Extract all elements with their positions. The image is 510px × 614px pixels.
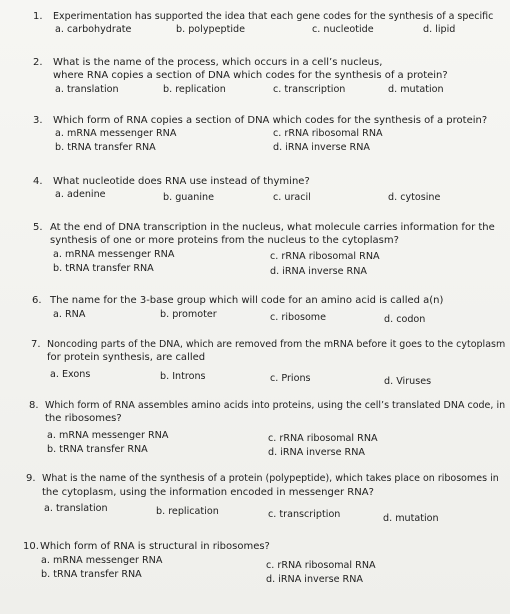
question-number: 4. xyxy=(33,176,43,187)
question-number: 8. xyxy=(29,400,39,411)
option-b[interactable]: b. guanine xyxy=(163,192,214,203)
option-d[interactable]: d. iRNA inverse RNA xyxy=(270,266,367,277)
question-number: 3. xyxy=(33,115,43,126)
option-a[interactable]: a. mRNA messenger RNA xyxy=(47,430,169,441)
option-d[interactable]: d. mutation xyxy=(383,513,439,524)
option-d[interactable]: d. codon xyxy=(384,314,426,325)
option-b[interactable]: b. tRNA transfer RNA xyxy=(41,569,142,580)
question-number: 7. xyxy=(31,339,41,350)
option-c[interactable]: c. rRNA ribosomal RNA xyxy=(270,251,380,262)
option-a[interactable]: a. adenine xyxy=(55,189,106,200)
question-number: 10. xyxy=(23,541,39,552)
question-number: 9. xyxy=(26,473,36,484)
question-text-line-2: synthesis of one or more proteins from the nucleus to the cytoplasm? xyxy=(50,235,399,246)
question-number: 2. xyxy=(33,57,43,68)
option-a[interactable]: a. mRNA messenger RNA xyxy=(55,128,177,139)
option-c[interactable]: c. transcription xyxy=(268,509,341,520)
question-text: What nucleotide does RNA use instead of thymine? xyxy=(53,176,310,187)
option-c[interactable]: c. rRNA ribosomal RNA xyxy=(273,128,383,139)
option-d[interactable]: d. mutation xyxy=(388,84,444,95)
question-text: Which form of RNA is structural in ribosomes? xyxy=(40,541,270,552)
option-a[interactable]: a. Exons xyxy=(50,369,91,380)
question-number: 5. xyxy=(33,222,43,233)
option-b[interactable]: b. replication xyxy=(163,84,226,95)
question-text-line-2: the ribosomes? xyxy=(45,413,122,424)
option-a[interactable]: a. mRNA messenger RNA xyxy=(53,249,175,260)
question-number: 6. xyxy=(32,295,42,306)
option-b[interactable]: b. tRNA transfer RNA xyxy=(53,263,154,274)
option-b[interactable]: b. tRNA transfer RNA xyxy=(47,444,148,455)
question-number: 1. xyxy=(33,11,43,22)
option-b[interactable]: b. Introns xyxy=(160,371,206,382)
option-c[interactable]: c. ribosome xyxy=(270,312,327,323)
option-c[interactable]: c. transcription xyxy=(273,84,346,95)
option-d[interactable]: d. iRNA inverse RNA xyxy=(268,447,365,458)
option-d[interactable]: d. iRNA inverse RNA xyxy=(266,574,363,585)
option-b[interactable]: b. tRNA transfer RNA xyxy=(55,142,156,153)
option-c[interactable]: c. rRNA ribosomal RNA xyxy=(268,433,378,444)
option-c[interactable]: c. nucleotide xyxy=(312,24,374,35)
option-d[interactable]: d. Viruses xyxy=(384,376,432,387)
question-text: What is the name of the synthesis of a protein (polypeptide), which takes place on ribosomes in xyxy=(42,473,499,484)
option-d[interactable]: d. lipid xyxy=(423,24,456,35)
option-c[interactable]: c. rRNA ribosomal RNA xyxy=(266,560,376,571)
option-a[interactable]: a. RNA xyxy=(53,309,86,320)
question-text-line-2: where RNA copies a section of DNA which codes for the synthesis of a protein? xyxy=(53,70,448,81)
question-text: Noncoding parts of the DNA, which are removed from the mRNA before it goes to the cytoplasm xyxy=(47,339,506,350)
question-text: Which form of RNA assembles amino acids into proteins, using the cell’s translated DNA code, in xyxy=(45,400,506,411)
option-c[interactable]: c. uracil xyxy=(273,192,311,203)
option-a[interactable]: a. translation xyxy=(44,503,108,514)
option-b[interactable]: b. promoter xyxy=(160,309,217,320)
option-b[interactable]: b. polypeptide xyxy=(176,24,245,35)
option-d[interactable]: d. cytosine xyxy=(388,192,441,203)
option-d[interactable]: d. iRNA inverse RNA xyxy=(273,142,370,153)
question-text-line-2: the cytoplasm, using the information encoded in messenger RNA? xyxy=(42,487,374,498)
question-text-line-2: for protein synthesis, are called xyxy=(47,352,206,363)
option-c[interactable]: c. Prions xyxy=(270,373,311,384)
option-a[interactable]: a. carbohydrate xyxy=(55,24,132,35)
question-text: Experimentation has supported the idea that each gene codes for the synthesis of a specific xyxy=(53,11,494,22)
option-a[interactable]: a. mRNA messenger RNA xyxy=(41,555,163,566)
option-b[interactable]: b. replication xyxy=(156,506,219,517)
option-a[interactable]: a. translation xyxy=(55,84,119,95)
question-text: Which form of RNA copies a section of DNA which codes for the synthesis of a protein? xyxy=(53,115,488,126)
question-text: At the end of DNA transcription in the nucleus, what molecule carries information for the xyxy=(50,222,495,233)
question-text: The name for the 3-base group which will code for an amino acid is called a(n) xyxy=(50,295,444,306)
question-text: What is the name of the process, which occurs in a cell’s nucleus, xyxy=(53,57,383,68)
